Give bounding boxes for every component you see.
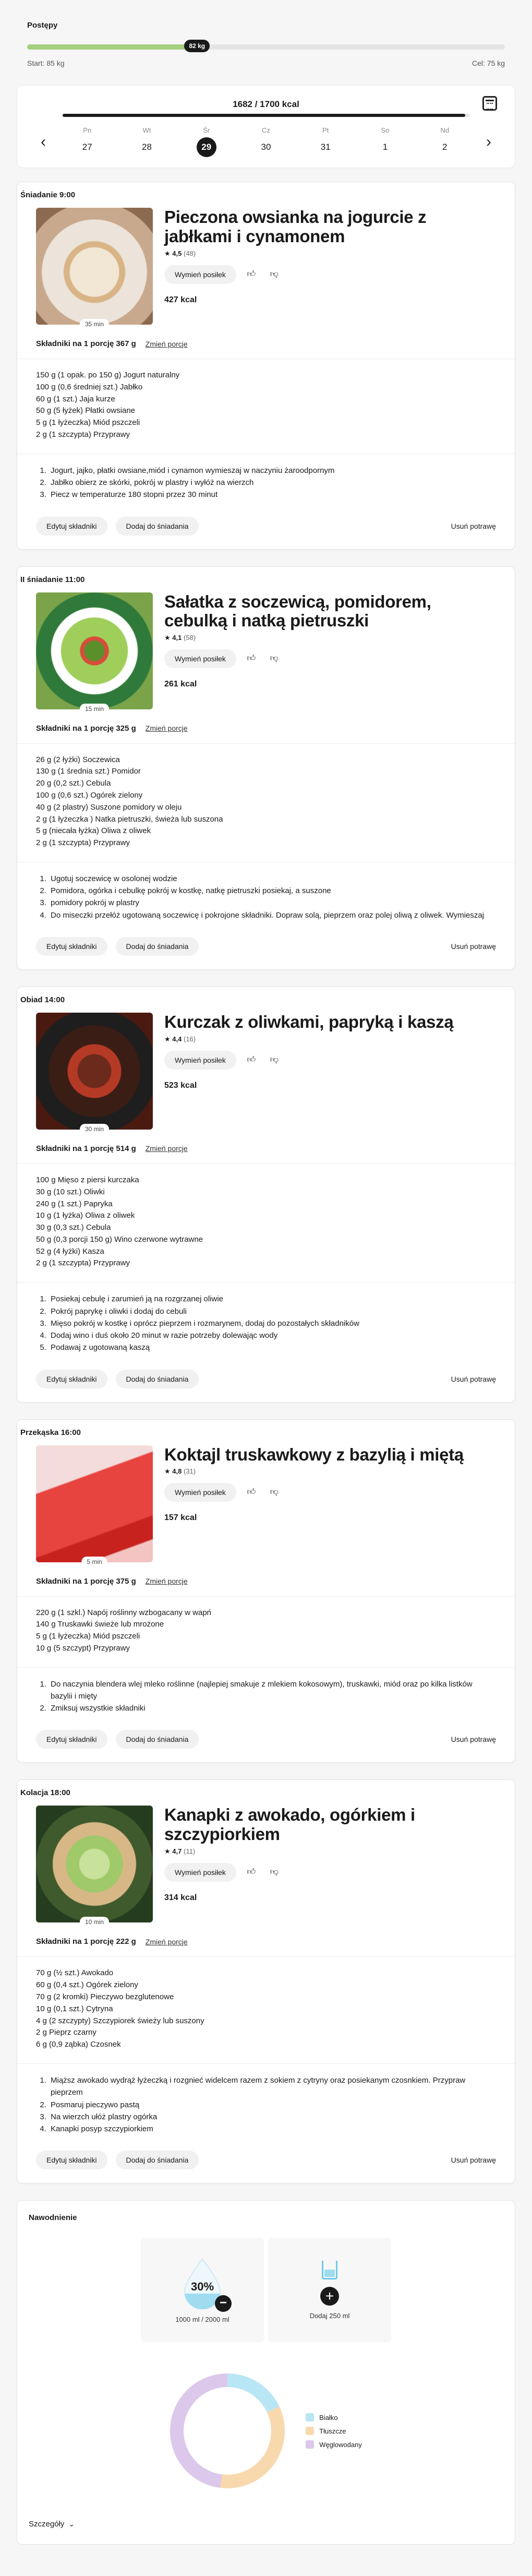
star-icon: ★	[164, 249, 171, 257]
rating-count: (31)	[183, 1467, 196, 1476]
ingredient-item: 5 g (1 łyżeczka) Miód pszczeli	[36, 418, 140, 428]
goal-weight: Cel: 75 kg	[471, 59, 505, 67]
day-date: 29	[197, 137, 216, 157]
meal-photo[interactable]	[36, 1013, 153, 1133]
start-weight: Start: 85 kg	[27, 59, 65, 67]
step-item: 4. Kanapki posyp szczypiorkiem	[49, 2123, 496, 2135]
prep-time-badge: 30 min	[80, 1124, 109, 1134]
ingredient-item: 4 g (2 szczypty) Szczypiorek świeży lub suszony	[36, 2016, 204, 2025]
recipe-title[interactable]: Kanapki z awokado, ogórkiem i szczypiorkiem	[164, 1805, 415, 1844]
portion-label: Składniki na 1 porcję 514 g	[36, 1144, 136, 1153]
details-toggle[interactable]	[29, 2520, 503, 2528]
day-date: 1	[382, 142, 388, 152]
ingredient-item: 100 g (0,6 średniej szt.) Jabłko	[36, 382, 143, 391]
edit-ingredients-button[interactable]: Edytuj składniki	[36, 1370, 107, 1388]
preparation-steps	[36, 862, 496, 921]
prep-time-badge: 15 min	[80, 704, 109, 714]
preparation-steps	[36, 1668, 496, 1715]
ingredient-item: 70 g (½ szt.) Awokado	[36, 1968, 114, 1978]
thumbs-down-icon[interactable]: 👎︎	[270, 654, 279, 663]
rating-value: 4,5	[172, 249, 182, 257]
meal-kcal: 314 kcal	[164, 1893, 197, 1903]
kcal-progress-bar	[63, 114, 469, 117]
ingredient-item: 2 g (1 łyżeczka ) Natka pietruszki, świeża lub suszona	[36, 814, 223, 824]
chevron-down-icon: ⌄	[68, 2520, 75, 2528]
ingredient-item: 5 g (1 łyżeczka) Miód pszczeli	[36, 1632, 140, 1641]
recipe-title[interactable]: Pieczona owsianka na jogurcie z jabłkami i cynamonem	[164, 207, 427, 246]
ingredients-list	[36, 1164, 496, 1272]
recipe-rating	[164, 634, 496, 642]
remove-dish-link[interactable]: Usuń potrawę	[451, 1374, 496, 1383]
meal-card	[17, 1419, 515, 1763]
edit-ingredients-button[interactable]: Edytuj składniki	[36, 2151, 107, 2169]
remove-water-button[interactable]: −	[215, 2295, 232, 2312]
step-item: 2. Zmiksuj wszystkie składniki	[49, 1702, 496, 1714]
day-date: 31	[320, 142, 331, 152]
portion-label: Składniki na 1 porcję 222 g	[36, 1937, 136, 1946]
add-water-label: Dodaj 250 ml	[309, 2311, 350, 2320]
ingredient-item: 70 g (2 kromki) Pieczywo bezglutenowe	[36, 1992, 174, 2002]
legend-protein	[306, 2413, 362, 2421]
day-friday[interactable]	[299, 126, 352, 157]
ingredients-list	[36, 359, 496, 443]
weight-progress-bar	[27, 44, 505, 50]
ingredient-item: 52 g (4 łyżki) Kasza	[36, 1247, 104, 1256]
meal-kcal: 427 kcal	[164, 295, 197, 304]
meal-kcal: 523 kcal	[164, 1081, 197, 1090]
meal-card	[17, 182, 515, 550]
step-item: 4. Do miseczki przełóż ugotowaną soczewicę i pokrojone składniki. Dopraw solą, pieprzem oraz polej oliwą z oliwek. Wymieszaj	[49, 909, 496, 921]
portion-label: Składniki na 1 porcję 375 g	[36, 1576, 136, 1586]
day-saturday[interactable]	[359, 126, 412, 157]
legend-carbs	[306, 2440, 362, 2449]
step-item: 2. Jabłko obierz ze skórki, pokrój w plastry i wyłóż na wierzch	[49, 477, 496, 489]
meal-card	[17, 566, 515, 970]
step-item: 5. Podawaj z ugotowaną kaszą	[49, 1342, 496, 1354]
rating-value: 4,7	[172, 1847, 182, 1856]
ingredient-item: 5 g (niecała łyżka) Oliwa z oliwek	[36, 826, 151, 836]
rating-value: 4,8	[172, 1467, 182, 1476]
ingredient-item: 240 g (1 szt.) Papryka	[36, 1199, 113, 1208]
swap-meal-button[interactable]: Wymień posiłek	[164, 1863, 236, 1882]
recipe-title[interactable]: Sałatka z soczewicą, pomidorem, cebulką i natką pietruszki	[164, 591, 431, 631]
next-week-arrow-icon[interactable]: ›	[486, 133, 491, 150]
meal-name: II śniadanie 11:00	[20, 575, 85, 584]
meal-photo[interactable]	[36, 208, 153, 328]
ingredient-item: 10 g (0,1 szt.) Cytryna	[36, 2004, 113, 2013]
legend-label: Tłuszcze	[319, 2427, 346, 2435]
ingredients-list	[36, 1597, 496, 1657]
prep-time-badge: 10 min	[80, 1917, 109, 1927]
step-item: 1. Do naczynia blendera wlej mleko roślinne (najlepiej smakuje z mlekiem kokosowym), truskawki, miód oraz po kilka listków bazylii i mięty	[49, 1678, 496, 1703]
ingredient-item: 220 g (1 szkl.) Napój roślinny wzbogacany w wapń	[36, 1608, 211, 1617]
legend-fat	[306, 2427, 362, 2435]
macros-donut	[170, 2373, 285, 2488]
remove-dish-link[interactable]: Usuń potrawę	[451, 2156, 496, 2165]
add-to-breakfast-button[interactable]: Dodaj do śniadania	[116, 1730, 199, 1749]
step-item: 3. pomidory pokrój w plastry	[49, 897, 496, 909]
recipe-rating	[164, 250, 496, 258]
thumbs-up-icon[interactable]: 👍︎	[247, 1055, 256, 1064]
ingredients-list	[36, 1957, 496, 2053]
swap-meal-button[interactable]: Wymień posiłek	[164, 1051, 236, 1070]
add-water-button[interactable]: +	[320, 2287, 339, 2306]
day-wednesday[interactable]	[180, 126, 233, 157]
rating-count: (11)	[183, 1847, 196, 1856]
progress-section	[10, 0, 522, 78]
day-date: 2	[442, 142, 448, 152]
swap-meal-button[interactable]: Wymień posiłek	[164, 649, 236, 668]
thumbs-up-icon[interactable]: 👍︎	[247, 654, 256, 663]
meal-photo[interactable]	[36, 1445, 153, 1565]
change-portions-link[interactable]: Zmień porcje	[145, 339, 188, 348]
rating-value: 4,1	[172, 634, 182, 642]
ingredient-item: 30 g (0,3 szt.) Cebula	[36, 1223, 111, 1232]
rating-value: 4,4	[172, 1035, 182, 1043]
change-portions-link[interactable]: Zmień porcje	[145, 1577, 188, 1586]
details-label: Szczegóły	[29, 2520, 65, 2529]
ingredient-item: 2 g (1 szczypta) Przyprawy	[36, 430, 130, 439]
ingredient-item: 26 g (2 łyżki) Soczewica	[36, 755, 120, 764]
recipe-title[interactable]: Kurczak z oliwkami, papryką i kaszą	[164, 1012, 454, 1031]
day-date: 27	[82, 142, 92, 152]
ingredient-item: 2 g Pieprz czarny	[36, 2028, 96, 2037]
thumbs-up-icon[interactable]: 👍︎	[247, 1868, 256, 1877]
ingredients-list	[36, 744, 496, 851]
step-item: 1. Miąższ awokado wydrąż łyżeczką i rozgnieć widelcem razem z sokiem z cytryny oraz posiekanym czosnkiem. Przypraw pieprzem	[49, 2074, 496, 2099]
week-days	[33, 126, 499, 157]
prep-time-badge: 5 min	[81, 1557, 107, 1567]
ingredient-item: 60 g (1 szt.) Jaja kurze	[36, 394, 115, 403]
day-date: 30	[261, 142, 271, 152]
ingredient-item: 50 g (5 łyżek) Płatki owsiane	[36, 406, 136, 416]
water-glass-icon	[322, 2261, 337, 2280]
day-tuesday[interactable]	[121, 126, 173, 157]
swap-meal-button[interactable]: Wymień posiłek	[164, 265, 236, 284]
ingredient-item: 100 g Mięso z piersi kurczaka	[36, 1175, 139, 1184]
ingredient-item: 130 g (1 średnia szt.) Pomidor	[36, 767, 141, 776]
step-item: 3. Piecz w temperaturze 180 stopni przez 30 minut	[49, 489, 496, 501]
swap-meal-button[interactable]: Wymień posiłek	[164, 1483, 236, 1502]
water-amount: 1000 ml / 2000 ml	[175, 2315, 229, 2323]
meal-name: Kolacja 18:00	[20, 1788, 70, 1798]
ingredient-item: 20 g (0,2 szt.) Cebula	[36, 779, 111, 788]
legend-label: Białko	[319, 2413, 338, 2421]
change-portions-link[interactable]: Zmień porcje	[145, 1937, 188, 1946]
day-monday[interactable]	[61, 126, 113, 157]
remove-dish-link[interactable]: Usuń potrawę	[451, 942, 496, 951]
previous-week-arrow-icon[interactable]: ‹	[41, 133, 46, 150]
rating-count: (48)	[183, 249, 196, 257]
meal-name: Przekąska 16:00	[20, 1428, 81, 1437]
ingredient-item: 2 g (1 szczypta) Przyprawy	[36, 1259, 130, 1268]
meal-card	[17, 987, 515, 1403]
day-calendar	[17, 85, 515, 168]
star-icon: ★	[164, 1035, 171, 1043]
day-name: So	[381, 126, 390, 134]
rating-count: (58)	[183, 634, 196, 642]
progress-title: Postępy	[27, 21, 58, 30]
recipe-rating	[164, 1847, 496, 1856]
portion-label: Składniki na 1 porcję 367 g	[36, 339, 136, 348]
recipe-title[interactable]: Koktajl truskawkowy z bazylią i miętą	[164, 1444, 464, 1464]
star-icon: ★	[164, 634, 171, 642]
meal-name: Obiad 14:00	[20, 995, 65, 1004]
meal-name: Śniadanie 9:00	[20, 191, 76, 199]
weight-progress-fill	[27, 44, 189, 50]
step-item: 1. Ugotuj soczewicę w osolonej wodzie	[49, 873, 496, 885]
meal-kcal: 261 kcal	[164, 680, 197, 689]
calendar-icon[interactable]	[482, 96, 497, 111]
recipe-rating	[164, 1035, 496, 1043]
current-weight-badge: 82 kg	[184, 40, 210, 52]
hydration-section	[17, 2200, 515, 2545]
portion-label: Składniki na 1 porcję 325 g	[36, 723, 136, 733]
change-portions-link[interactable]: Zmień porcje	[145, 724, 188, 733]
rating-count: (16)	[183, 1035, 196, 1043]
star-icon: ★	[164, 1847, 171, 1856]
thumbs-down-icon[interactable]: 👎︎	[270, 1868, 279, 1877]
ingredient-item: 40 g (2 plastry) Suszone pomidory w oleju	[36, 802, 182, 812]
day-name: Śr	[203, 126, 210, 134]
add-to-breakfast-button[interactable]: Dodaj do śniadania	[116, 517, 199, 536]
add-to-breakfast-button[interactable]: Dodaj do śniadania	[116, 1370, 199, 1388]
preparation-steps	[36, 454, 496, 501]
step-item: 2. Pomidora, ogórka i cebulkę pokrój w kostkę, natkę pietruszki posiekaj, a suszone	[49, 885, 496, 897]
thumbs-down-icon[interactable]: 👎︎	[270, 1055, 279, 1064]
day-name: Pt	[322, 126, 329, 134]
meal-photo[interactable]	[36, 592, 153, 713]
kcal-progress-fill	[63, 114, 465, 117]
recipe-rating	[164, 1467, 496, 1476]
day-name: Wt	[142, 126, 151, 134]
legend-label: Węglowodany	[319, 2440, 362, 2449]
macros-legend	[306, 2408, 362, 2454]
step-item: 4. Dodaj wino i duś około 20 minut w razie potrzeby dolewając wody	[49, 1329, 496, 1342]
step-item: 3. Na wierzch ułóż plastry ogórka	[49, 2111, 496, 2123]
day-sunday[interactable]	[419, 126, 471, 157]
meal-photo[interactable]	[36, 1806, 153, 1926]
thumbs-down-icon[interactable]: 👎︎	[270, 1488, 279, 1497]
day-name: Cz	[262, 126, 270, 134]
change-portions-link[interactable]: Zmień porcje	[145, 1144, 188, 1153]
remove-dish-link[interactable]: Usuń potrawę	[451, 521, 496, 530]
daily-kcal-summary: 1682 / 1700 kcal	[233, 99, 299, 109]
thumbs-down-icon[interactable]: 👎︎	[270, 269, 279, 279]
step-item: 2. Posmaruj pieczywo pastą	[49, 2099, 496, 2111]
hydration-percent: 30%	[190, 2280, 214, 2293]
ingredient-item: 100 g (0,6 szt.) Ogórek zielony	[36, 790, 143, 800]
preparation-steps	[36, 2064, 496, 2135]
macros-chart	[29, 2373, 503, 2488]
day-thursday[interactable]	[240, 126, 292, 157]
edit-ingredients-button[interactable]: Edytuj składniki	[36, 937, 107, 956]
remove-dish-link[interactable]: Usuń potrawę	[451, 1735, 496, 1744]
step-item: 1. Posiekaj cebulę i zarumień ją na rozgrzanej oliwie	[49, 1293, 496, 1305]
ingredient-item: 150 g (1 opak. po 150 g) Jogurt naturalny	[36, 371, 180, 379]
add-to-breakfast-button[interactable]: Dodaj do śniadania	[116, 2151, 199, 2169]
edit-ingredients-button[interactable]: Edytuj składniki	[36, 517, 107, 536]
day-name: Nd	[440, 126, 450, 134]
ingredient-item: 2 g (1 szczypta) Przyprawy	[36, 838, 130, 848]
add-water-card[interactable]	[268, 2238, 391, 2342]
day-date: 28	[142, 142, 152, 152]
ingredient-item: 60 g (0,4 szt.) Ogórek zielony	[36, 1980, 138, 1990]
preparation-steps	[36, 1283, 496, 1354]
ingredient-item: 50 g (0,3 porcji 150 g) Wino czerwone wytrawne	[36, 1234, 203, 1244]
step-item: 2. Pokrój paprykę i oliwki i dodaj do cebuli	[49, 1305, 496, 1317]
step-item: 1. Jogurt, jajko, płatki owsiane,miód i cynamon wymieszaj w naczyniu żaroodpornym	[49, 465, 496, 477]
ingredient-item: 140 g Truskawki świeże lub mrożone	[36, 1620, 164, 1629]
prep-time-badge: 35 min	[80, 319, 109, 329]
meal-kcal: 157 kcal	[164, 1513, 197, 1523]
meal-card	[17, 1779, 515, 2183]
ingredient-item: 10 g (5 szczypt) Przyprawy	[36, 1643, 130, 1653]
thumbs-up-icon[interactable]: 👍︎	[247, 1488, 256, 1497]
water-intake-card	[141, 2238, 264, 2342]
meal-list	[10, 182, 522, 2183]
star-icon: ★	[164, 1467, 171, 1476]
day-name: Pn	[83, 126, 92, 134]
add-to-breakfast-button[interactable]: Dodaj do śniadania	[116, 937, 199, 956]
ingredient-item: 30 g (10 szt.) Oliwki	[36, 1187, 105, 1196]
hydration-title: Nawodnienie	[29, 2213, 77, 2223]
thumbs-up-icon[interactable]: 👍︎	[247, 269, 256, 279]
ingredient-item: 10 g (1 łyżka) Oliwa z oliwek	[36, 1211, 135, 1220]
step-item: 3. Mięso pokrój w kostkę i oprócz pieprzem i rozmarynem, dodaj do pozostałych składników	[49, 1317, 496, 1329]
edit-ingredients-button[interactable]: Edytuj składniki	[36, 1730, 107, 1749]
ingredient-item: 6 g (0,9 ząbka) Czosnek	[36, 2040, 121, 2049]
